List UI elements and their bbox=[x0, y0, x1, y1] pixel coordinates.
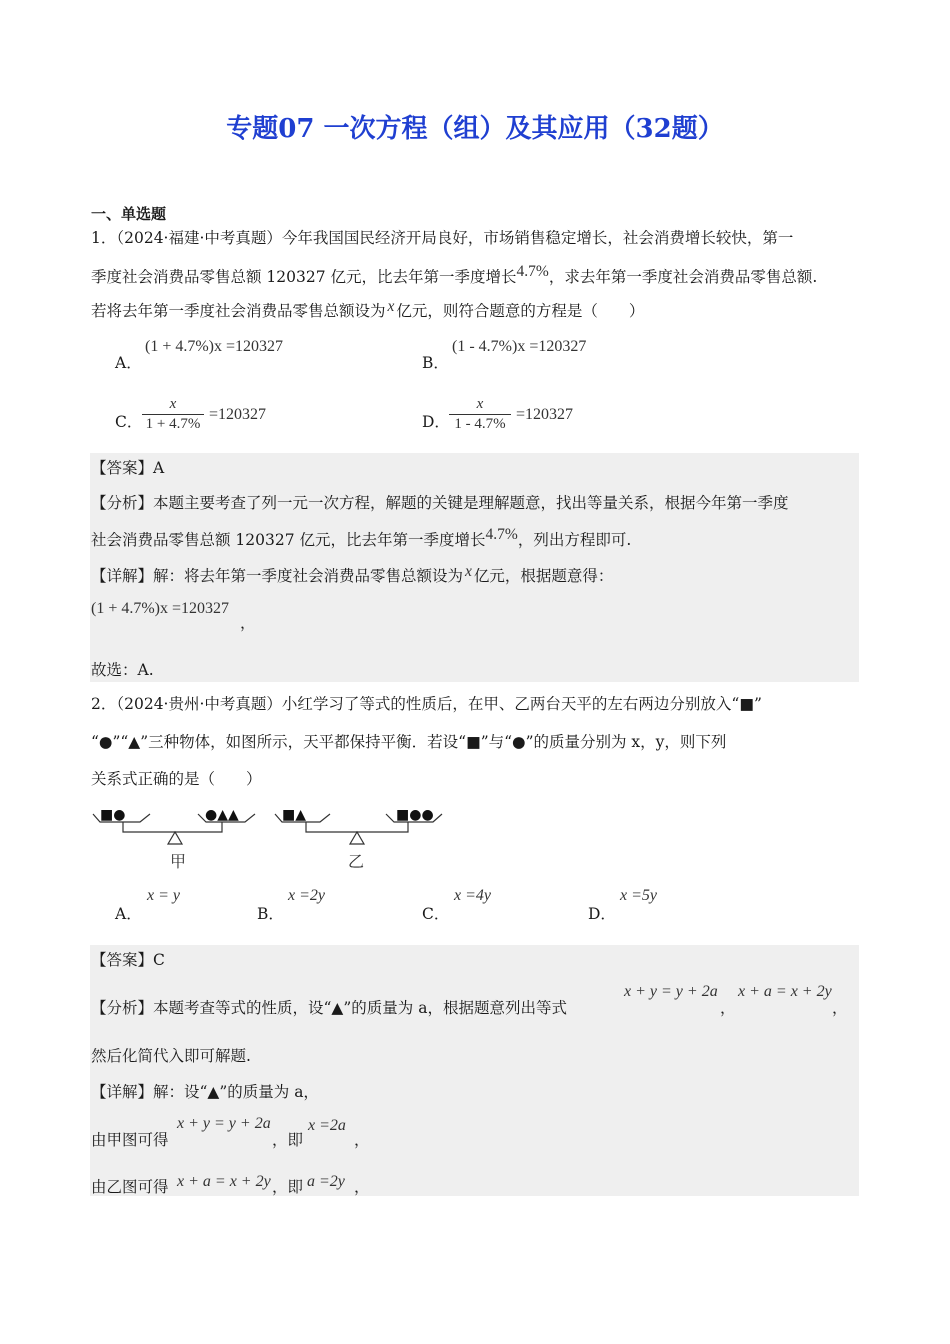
balance-left bbox=[93, 807, 255, 871]
q1-detail-var: x bbox=[465, 563, 472, 580]
q2-analysis-2: 然后化简代入即可解题. bbox=[91, 1047, 251, 1065]
q2-detail-3c: ， bbox=[354, 1178, 370, 1196]
q1-line3a: 若将去年第一季度社会消费品零售总额设为 bbox=[91, 302, 386, 320]
balance-figure bbox=[90, 800, 450, 875]
q1-option-c-rhs: =120327 bbox=[209, 406, 267, 423]
balance-right-pan-2: ■●● bbox=[396, 807, 434, 823]
q1-detail-1a: 【详解】解：将去年第一季度社会消费品零售总额设为 bbox=[91, 567, 464, 585]
q1-option-b: (1 - 4.7%)x =120327 bbox=[452, 338, 587, 355]
q1-choose: 故选：A. bbox=[91, 661, 154, 679]
balance-left-pan-1: ■● bbox=[100, 807, 126, 823]
q1-analysis-2 bbox=[91, 526, 632, 552]
q2-analysis-eq2: x + a = x + 2y bbox=[738, 983, 832, 1000]
q1-line3 bbox=[91, 300, 644, 323]
q2-detail-2b: ，即 bbox=[272, 1131, 304, 1149]
q1-analysis-pct: 4.7% bbox=[485, 526, 518, 543]
balance-left-pan-2: ●▲▲ bbox=[205, 807, 239, 823]
q1-line2 bbox=[91, 263, 818, 289]
q2-detail-3a: 由乙图可得 bbox=[91, 1178, 169, 1196]
q2-answer: 【答案】C bbox=[91, 951, 165, 969]
q2-detail-2-eq2: x =2a bbox=[308, 1117, 346, 1134]
q1-pct: 4.7% bbox=[516, 263, 549, 280]
balance-right-label: 乙 bbox=[348, 852, 365, 871]
q2-line2: “●”“▲”三种物体，如图所示，天平都保持平衡．若设“■”与“●”的质量分别为 x，y，则下列 bbox=[91, 733, 727, 751]
q2-analysis-eq1: x + y = y + 2a bbox=[624, 983, 718, 1000]
q1-detail-1 bbox=[91, 565, 613, 588]
q2-detail-2c: ， bbox=[354, 1131, 370, 1149]
q1-detail-equation: (1 + 4.7%)x =120327 bbox=[91, 600, 230, 617]
q1-option-d-label: D． bbox=[422, 413, 450, 431]
q1-analysis-1: 【分析】本题主要考查了列一元一次方程，解题的关键是理解题意，找出等量关系，根据今年第一季度 bbox=[91, 494, 789, 512]
q2-detail-2-eq: x + y = y + 2a bbox=[177, 1115, 271, 1132]
q2-detail-2a: 由甲图可得 bbox=[91, 1131, 169, 1149]
q1-option-d-num: x bbox=[449, 396, 511, 415]
q1-option-d-den: 1 - 4.7% bbox=[454, 416, 506, 432]
q2-detail-3-eq2: a =2y bbox=[307, 1173, 345, 1190]
q2-option-c-label: C． bbox=[422, 905, 450, 923]
q1-option-a-label: A． bbox=[115, 354, 142, 372]
q2-analysis-sep: ， bbox=[720, 999, 736, 1017]
q1-option-d-fraction bbox=[449, 396, 511, 433]
q1-answer: 【答案】A bbox=[91, 459, 165, 477]
q1-option-c-num: x bbox=[142, 396, 204, 415]
q1-analysis-2b: ，列出方程即可. bbox=[517, 531, 632, 549]
q2-detail-3-eq: x + a = x + 2y bbox=[177, 1173, 271, 1190]
q1-option-c-fraction bbox=[142, 396, 204, 433]
q1-option-c-label: C． bbox=[115, 413, 143, 431]
q1-option-c-den: 1 + 4.7% bbox=[145, 416, 201, 432]
balance-right bbox=[275, 807, 442, 871]
q2-option-d-label: D． bbox=[588, 905, 616, 923]
page-title: 专题07 一次方程（组）及其应用（32题） bbox=[226, 114, 724, 144]
q1-line3b: 亿元，则符合题意的方程是（ ） bbox=[396, 302, 645, 320]
section-heading: 一、单选题 bbox=[91, 205, 167, 223]
q2-option-b: x =2y bbox=[288, 887, 325, 904]
q1-line1: 1．（2024·福建·中考真题）今年我国国民经济开局良好，市场销售稳定增长，社会消费增长较快，第一 bbox=[91, 229, 794, 247]
q2-line1: 2．（2024·贵州·中考真题）小红学习了等式的性质后，在甲、乙两台天平的左右两边分别放入“■” bbox=[91, 695, 762, 713]
q2-option-b-label: B． bbox=[257, 905, 284, 923]
q1-line2b: ，求去年第一季度社会消费品零售总额. bbox=[548, 268, 818, 286]
q2-option-d: x =5y bbox=[620, 887, 657, 904]
q2-option-a-label: A． bbox=[115, 905, 142, 923]
q2-analysis-1: 【分析】本题考查等式的性质，设“▲”的质量为 a，根据题意列出等式 bbox=[91, 999, 567, 1017]
q2-option-a: x = y bbox=[147, 887, 180, 904]
q1-detail-1b: 亿元，根据题意得： bbox=[473, 567, 614, 585]
q1-line2a: 季度社会消费品零售总额 120327 亿元，比去年第一季度增长 bbox=[91, 268, 517, 286]
q2-detail-1: 【详解】解：设“▲”的质量为 a， bbox=[91, 1083, 319, 1101]
balance-left-label: 甲 bbox=[170, 852, 187, 871]
q2-line3: 关系式正确的是（ ） bbox=[91, 770, 262, 788]
q1-analysis-2a: 社会消费品零售总额 120327 亿元，比去年第一季度增长 bbox=[91, 531, 486, 549]
q1-option-a: (1 + 4.7%)x =120327 bbox=[145, 338, 284, 355]
q1-option-b-label: B． bbox=[422, 354, 449, 372]
q1-detail-comma: ， bbox=[240, 614, 256, 632]
q1-option-d-rhs: =120327 bbox=[516, 406, 574, 423]
q2-option-c: x =4y bbox=[454, 887, 491, 904]
q2-analysis-end: ， bbox=[832, 999, 848, 1017]
q2-detail-3b: ，即 bbox=[272, 1178, 304, 1196]
balance-right-pan-1: ■▲ bbox=[282, 807, 306, 823]
q1-var: x bbox=[387, 298, 395, 315]
